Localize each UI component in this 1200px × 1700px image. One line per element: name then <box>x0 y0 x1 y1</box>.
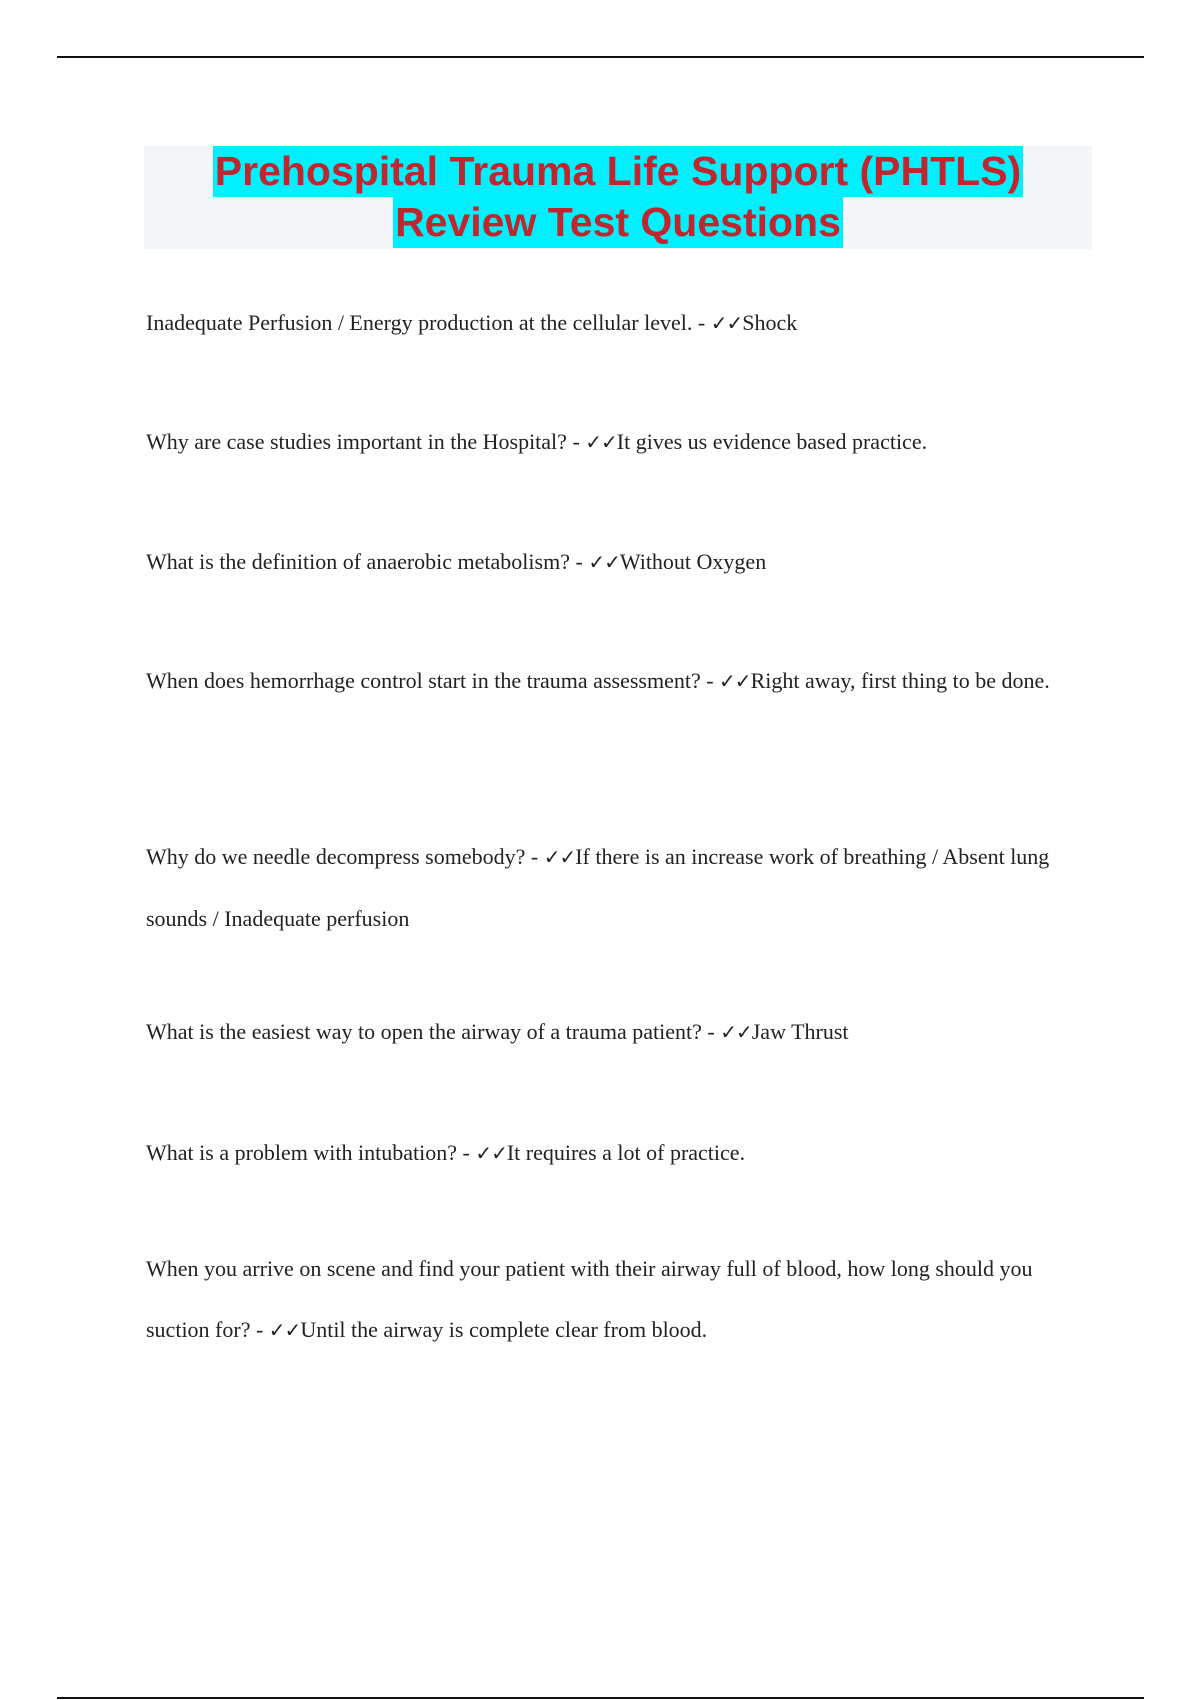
qa-item-8 <box>146 1238 1096 1361</box>
qa-item-6 <box>146 1001 1096 1063</box>
title-line-1 <box>144 146 1092 197</box>
question-text: Inadequate Perfusion / Energy production at the cellular level. <box>146 310 693 335</box>
check-mark-icon: ✓✓ <box>475 1141 507 1165</box>
qa-item-5 <box>146 826 1096 949</box>
check-mark-icon: ✓✓ <box>543 845 576 869</box>
answer-text: Jaw Thrust <box>751 1019 849 1044</box>
check-mark-icon: ✓✓ <box>710 311 743 335</box>
title-line-2 <box>144 197 1092 248</box>
title-banner <box>144 146 1092 249</box>
question-text: Why are case studies important in the Hospital? <box>146 429 567 454</box>
separator: - <box>566 429 586 454</box>
top-rule <box>57 56 1144 58</box>
qa-item-4 <box>146 650 1096 712</box>
check-mark-icon: ✓✓ <box>268 1318 301 1342</box>
page-title-line-1: Prehospital Trauma Life Support (PHTLS) <box>213 146 1023 197</box>
question-text: What is the definition of anaerobic metabolism? <box>146 549 570 574</box>
separator: - <box>700 668 720 693</box>
answer-text: It requires a lot of practice. <box>506 1140 746 1165</box>
separator: - <box>701 1019 721 1044</box>
separator: - <box>692 310 711 335</box>
qa-item-1 <box>146 292 1096 354</box>
question-text: What is the easiest way to open the airway of a trauma patient? <box>146 1019 702 1044</box>
check-mark-icon: ✓✓ <box>720 1020 752 1044</box>
answer-text: Without Oxygen <box>619 549 767 574</box>
qa-item-3 <box>146 531 1096 593</box>
question-text: When does hemorrhage control start in the trauma assessment? <box>146 668 701 693</box>
question-text: Why do we needle decompress somebody? <box>146 844 526 869</box>
answer-text: Right away, first thing to be done. <box>750 668 1050 693</box>
separator: - <box>569 549 589 574</box>
question-text: When you arrive on scene and find your patient with their airway full of blood, how long should you suction for? <box>146 1256 1033 1342</box>
check-mark-icon: ✓✓ <box>585 430 617 454</box>
qa-item-7 <box>146 1122 1096 1184</box>
check-mark-icon: ✓✓ <box>588 550 620 574</box>
answer-text: Shock <box>742 310 798 335</box>
qa-item-2 <box>146 411 1096 473</box>
separator: - <box>457 1140 476 1165</box>
check-mark-icon: ✓✓ <box>719 669 751 693</box>
answer-text: Until the airway is complete clear from blood. <box>300 1317 708 1342</box>
question-text: What is a problem with intubation? <box>146 1140 457 1165</box>
answer-text: It gives us evidence based practice. <box>616 429 928 454</box>
separator: - <box>250 1317 269 1342</box>
page-title-line-2: Review Test Questions <box>393 197 843 248</box>
answer-text: If there is an increase work of breathing / Absent lung sounds / Inadequate perfusion <box>146 844 1050 931</box>
bottom-rule <box>57 1697 1144 1699</box>
separator: - <box>525 844 544 869</box>
